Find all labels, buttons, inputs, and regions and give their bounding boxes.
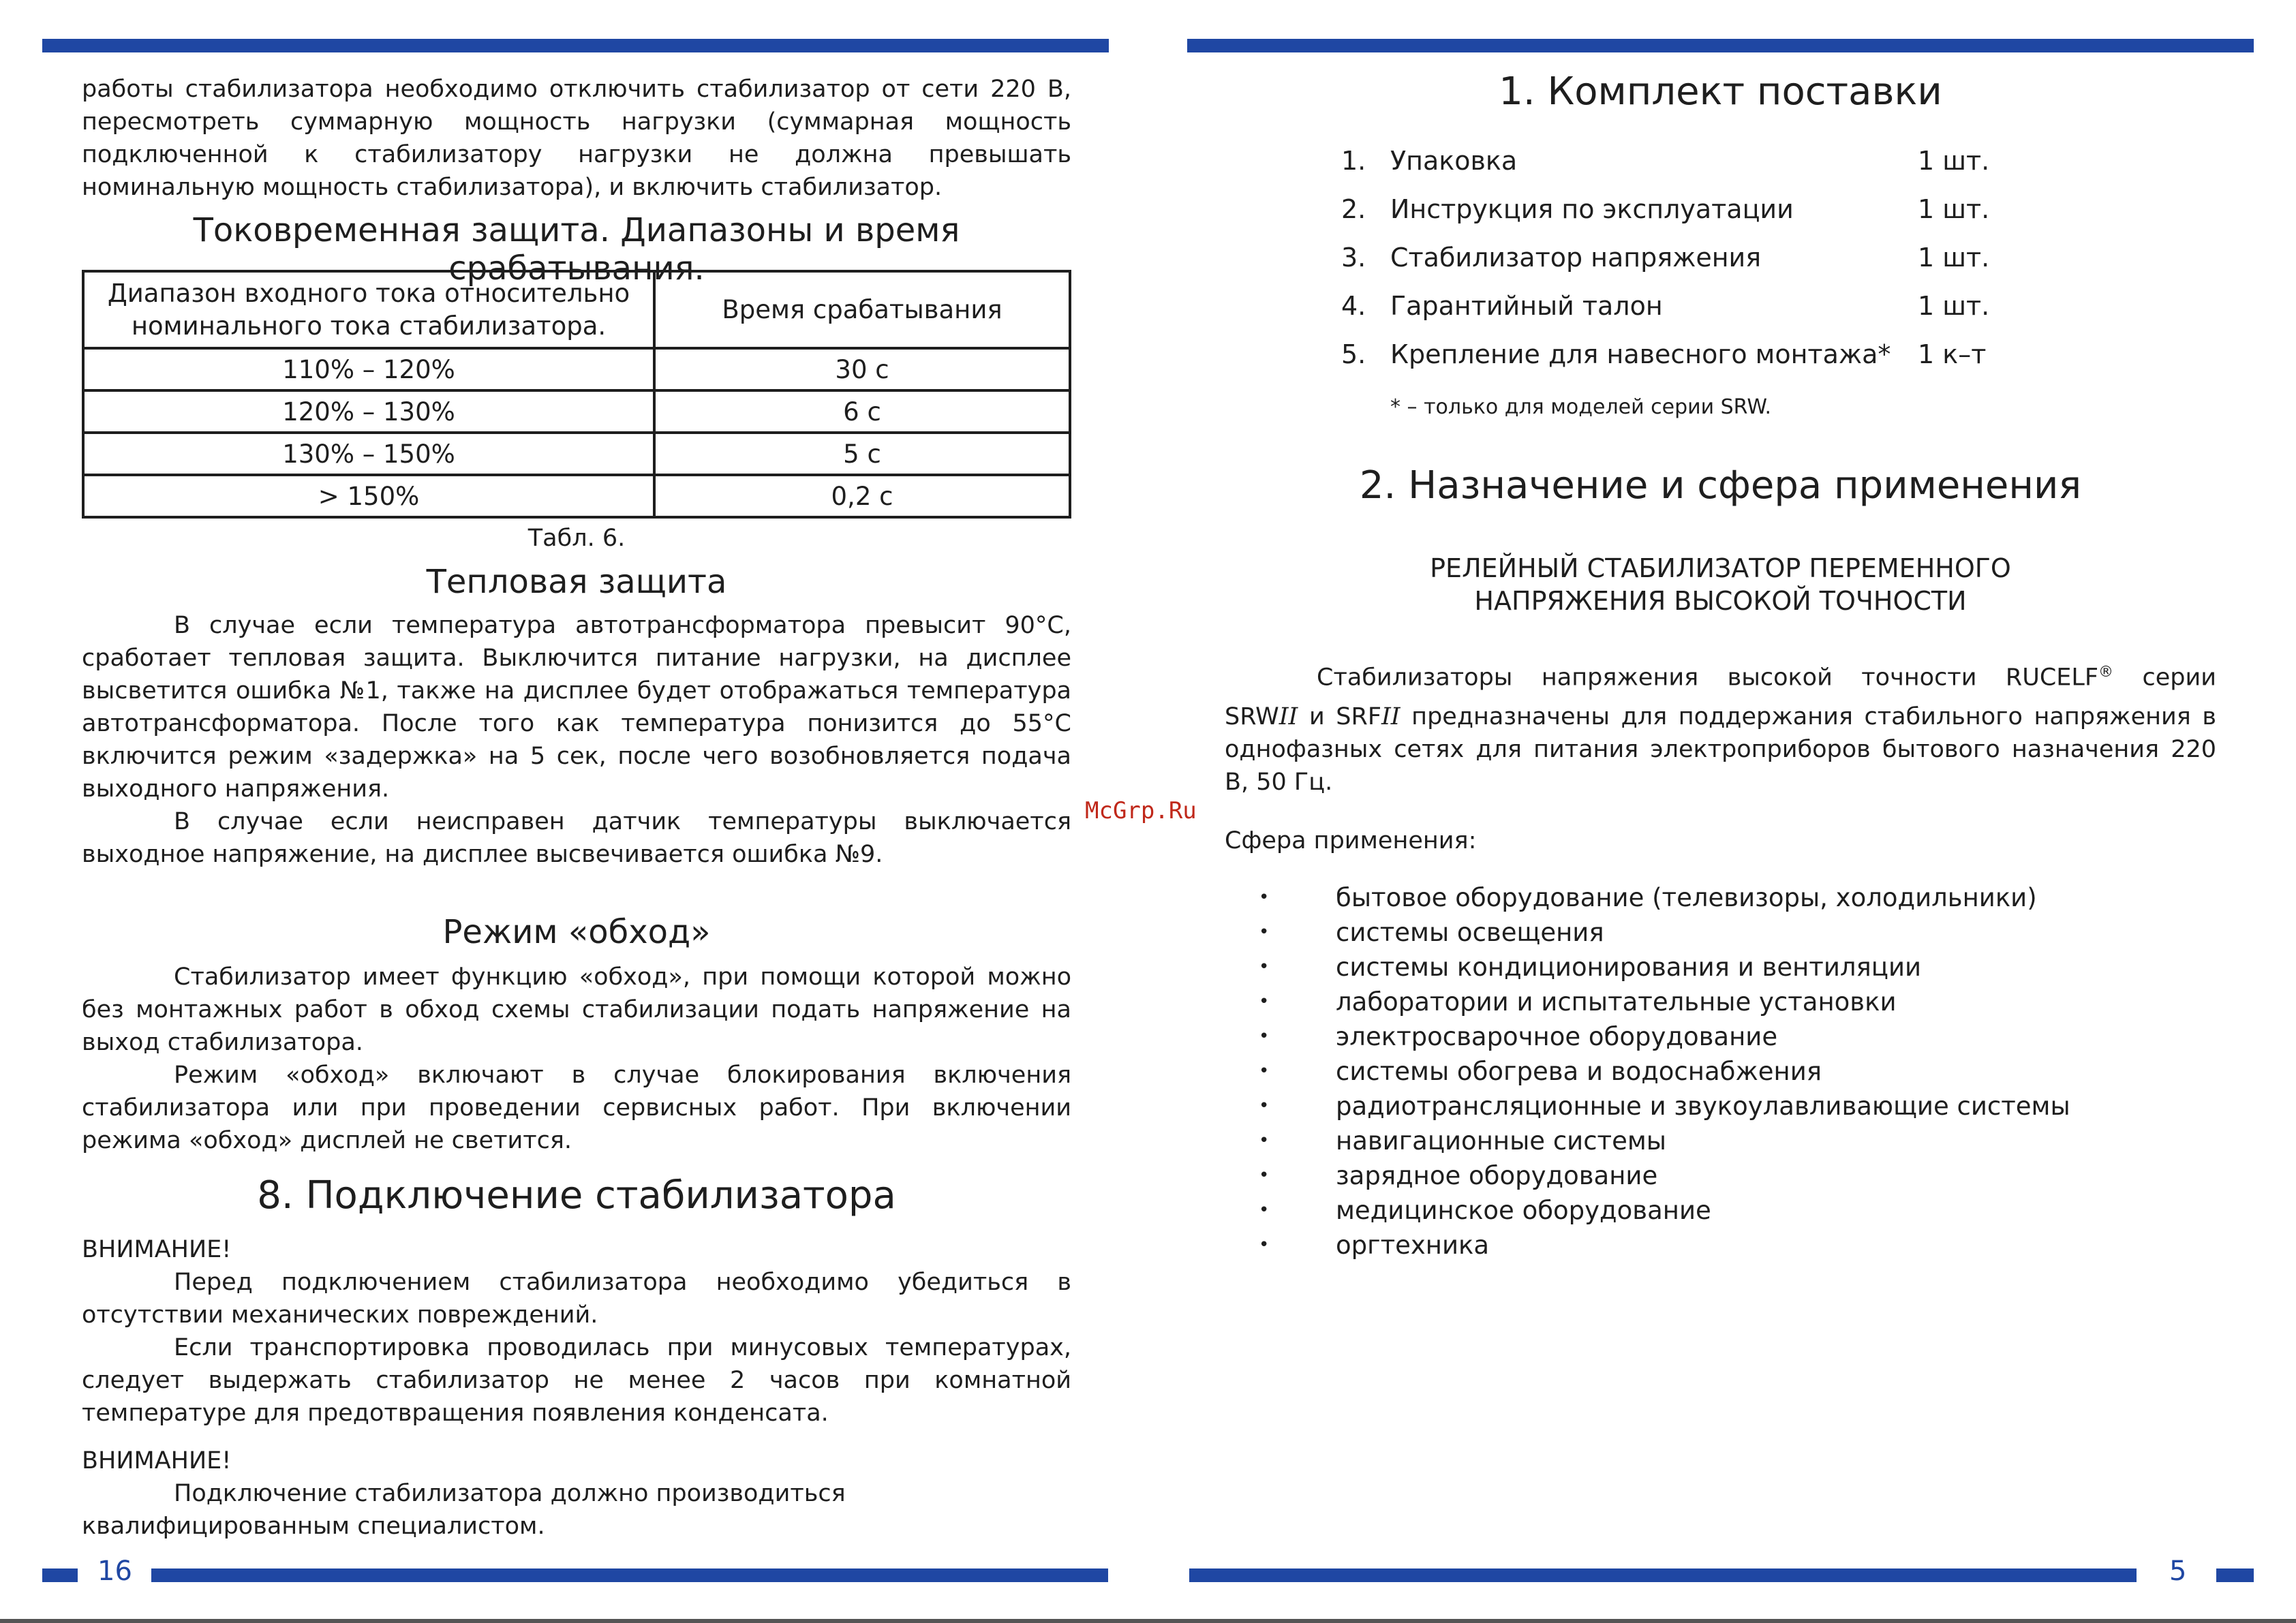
sphere-item-label: системы кондиционирования и вентиляции (1336, 953, 1922, 982)
bullet-icon: • (1259, 1026, 1270, 1047)
sphere-item-label: навигационные системы (1336, 1126, 1666, 1156)
kit-list (1341, 137, 2091, 379)
thermal-protection-title: Тепловая защита (426, 563, 727, 601)
bottom-bar-left-short (42, 1568, 78, 1582)
sphere-item-label: радиотрансляционные и звукоулавливающие системы (1336, 1092, 2070, 1121)
description-text-b: серии (2113, 664, 2216, 692)
kit-item-label: Гарантийный талон (1390, 291, 1663, 321)
warning-label-2: ВНИМАНИЕ! (82, 1447, 232, 1474)
kit-item-label: Упаковка (1390, 146, 1518, 176)
sphere-item-label: медицинское оборудование (1336, 1196, 1711, 1225)
bullet-icon: • (1259, 1096, 1270, 1116)
description-line-2 (1225, 700, 2216, 799)
list-item (1259, 1089, 2145, 1124)
description-text-c: предназначены для поддержания стабильного напряжения в однофазных сетях для питания электроприборов бытового назначения 220 В, 50 Гц. (1225, 702, 2216, 796)
bottom-bar-left-long (151, 1568, 1108, 1582)
kit-item-number: 1. (1341, 146, 1366, 176)
list-item (1341, 137, 2091, 185)
table-cell: 120% – 130% (83, 390, 654, 433)
bullet-icon: • (1259, 1061, 1270, 1081)
sphere-item-label: оргтехника (1336, 1231, 1490, 1260)
list-item (1259, 915, 2145, 950)
list-item (1259, 880, 2145, 915)
connection-paragraph-3b: квалифицированным специалистом. (82, 1513, 545, 1540)
table-header-cell: Время срабатывания (654, 271, 1070, 348)
kit-footnote: * – только для моделей серии SRW. (1390, 395, 1772, 419)
bullet-icon: • (1259, 1200, 1270, 1220)
list-item (1259, 1158, 2145, 1193)
list-item (1259, 985, 2145, 1019)
kit-item-quantity: 1 шт. (1918, 146, 1990, 176)
registered-mark: ® (2098, 664, 2114, 681)
list-item (1341, 282, 2091, 330)
subtitle-line-2: НАПРЯЖЕНИЯ ВЫСОКОЙ ТОЧНОСТИ (1474, 586, 1967, 616)
table-row (83, 433, 1070, 475)
roman-two-srf: II (1381, 702, 1400, 730)
kit-item-quantity: 1 шт. (1918, 243, 1990, 273)
roman-two-srw: II (1279, 702, 1298, 730)
table-header-cell: Диапазон входного тока относительно номинального тока стабилизатора. (83, 271, 654, 348)
page-number-right: 5 (2169, 1556, 2187, 1587)
bullet-icon: • (1259, 922, 1270, 942)
page-number-left: 16 (97, 1556, 132, 1587)
sphere-list (1259, 880, 2145, 1263)
bullet-icon: • (1259, 1130, 1270, 1151)
table-cell: 30 с (654, 348, 1070, 390)
kit-item-number: 3. (1341, 243, 1366, 273)
sphere-label: Сфера применения: (1225, 827, 1477, 854)
sphere-item-label: лаборатории и испытательные установки (1336, 987, 1897, 1017)
table-row (83, 475, 1070, 517)
bullet-icon: • (1259, 1165, 1270, 1186)
warning-label-1: ВНИМАНИЕ! (82, 1236, 232, 1263)
table-caption: Табл. 6. (527, 525, 626, 552)
purpose-section-title: 2. Назначение и сфера применения (1359, 463, 2082, 508)
thermal-paragraph-1: В случае если температура автотрансформатора превысит 90°С, сработает тепловая защита. Выключится питание нагрузки, на дисплее высветится ошибка №1, также на дисплее будет отображаться температура автотрансформатора. После того как температура понизится до 55°С включится режим «задержка» на 5 сек, после чего возобновляется подача выходного напряжения. (82, 612, 1071, 803)
list-item (1259, 950, 2145, 985)
list-item (1259, 1228, 2145, 1263)
model-srf: и SRF (1298, 702, 1381, 730)
description-paragraph (1225, 650, 2216, 799)
connection-paragraph-2: Если транспортировка проводилась при минусовых температурах, следует выдержать стабилизатор не менее 2 часов при комнатной температуре для предотвращения появления конденсата. (82, 1334, 1071, 1427)
bullet-icon: • (1259, 887, 1270, 908)
kit-item-quantity: 1 шт. (1918, 291, 1990, 321)
sphere-item-label: системы обогрева и водоснабжения (1336, 1057, 1822, 1086)
table-cell: 0,2 с (654, 475, 1070, 517)
list-item (1259, 1019, 2145, 1054)
thermal-paragraph-2: В случае если неисправен датчик температуры выключается выходное напряжение, на дисплее высвечивается ошибка №9. (82, 808, 1071, 868)
table-cell: 110% – 120% (83, 348, 654, 390)
sphere-item-label: системы освещения (1336, 918, 1604, 947)
bullet-icon: • (1259, 957, 1270, 977)
kit-item-quantity: 1 шт. (1918, 194, 1990, 224)
sphere-item-label: электросварочное оборудование (1336, 1022, 1778, 1051)
list-item (1259, 1054, 2145, 1089)
list-item (1259, 1124, 2145, 1158)
bypass-mode-title: Режим «обход» (442, 913, 711, 951)
kit-item-label: Стабилизатор напряжения (1390, 243, 1762, 273)
list-item (1341, 234, 2091, 282)
list-item (1341, 330, 2091, 379)
model-srw: SRW (1225, 702, 1279, 730)
bypass-paragraph-2: Режим «обход» включают в случае блокирования включения стабилизатора или при проведении сервисных работ. При включении режима «обход» дисплей не светится. (82, 1062, 1071, 1154)
table-cell: 130% – 150% (83, 433, 654, 475)
watermark: McGrp.Ru (1085, 797, 1197, 824)
subtitle-line-1: РЕЛЕЙНЫЙ СТАБИЛИЗАТОР ПЕРЕМЕННОГО (1430, 553, 2011, 583)
bypass-paragraph-1: Стабилизатор имеет функцию «обход», при помощи которой можно без монтажных работ в обход схемы стабилизации подать напряжение на выход стабилизатора. (82, 963, 1071, 1056)
protection-table (82, 270, 1071, 519)
table-header-row (83, 271, 1070, 348)
description-line-1 (1225, 650, 2216, 700)
kit-item-label: Инструкция по эксплуатации (1390, 194, 1794, 224)
list-item (1259, 1193, 2145, 1228)
right-page (1225, 0, 2216, 1567)
intro-paragraph: работы стабилизатора необходимо отключить стабилизатор от сети 220 В, пересмотреть суммарную мощность нагрузки (суммарная мощность подключенной к стабилизатору нагрузки не должна превышать номинальную мощность стабилизатора), и включить стабилизатор. (82, 76, 1071, 201)
description-text-a: Стабилизаторы напряжения высокой точности RUCELF (1317, 664, 2099, 692)
table-row (83, 348, 1070, 390)
left-page (82, 0, 1071, 1567)
sphere-item-label: зарядное оборудование (1336, 1161, 1658, 1190)
bottom-bar-right-long (1189, 1568, 2137, 1582)
kit-item-number: 5. (1341, 339, 1366, 369)
bullet-icon: • (1259, 1235, 1270, 1255)
connection-paragraph-3a: Подключение стабилизатора должно производиться (174, 1480, 846, 1507)
bottom-bar-right-short (2216, 1568, 2254, 1582)
kit-item-label: Крепление для навесного монтажа* (1390, 339, 1891, 369)
bottom-edge-line (0, 1619, 2296, 1623)
table-cell: 5 с (654, 433, 1070, 475)
sphere-item-label: бытовое оборудование (телевизоры, холодильники) (1336, 883, 2037, 912)
kit-item-number: 2. (1341, 194, 1366, 224)
table-row (83, 390, 1070, 433)
table-cell: 6 с (654, 390, 1070, 433)
time-current-protection-title: Токовременная защита. Диапазоны и время срабатывания. (193, 211, 960, 288)
bullet-icon: • (1259, 991, 1270, 1012)
table-cell: > 150% (83, 475, 654, 517)
list-item (1341, 185, 2091, 234)
connection-section-title: 8. Подключение стабилизатора (257, 1173, 896, 1218)
connection-paragraph-1: Перед подключением стабилизатора необходимо убедиться в отсутствии механических повреждений. (82, 1269, 1071, 1329)
kit-item-quantity: 1 к–т (1918, 339, 1987, 369)
kit-section-title: 1. Комплект поставки (1499, 69, 1942, 114)
kit-item-number: 4. (1341, 291, 1366, 321)
